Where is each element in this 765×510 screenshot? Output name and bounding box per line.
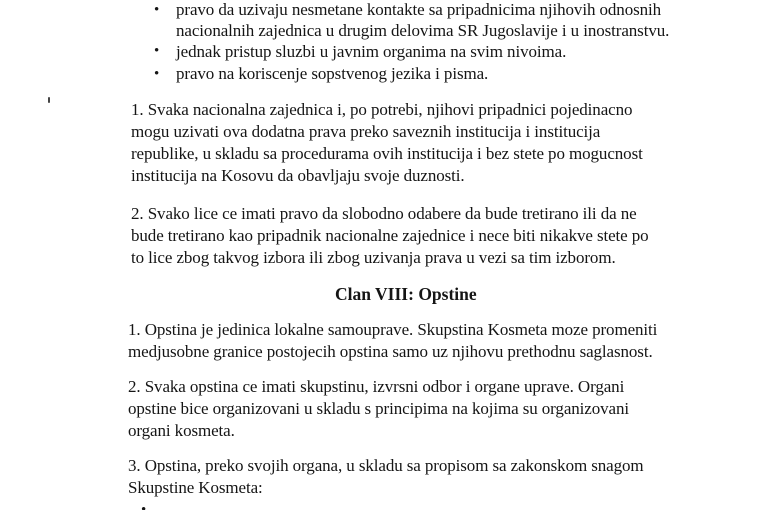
paragraph-line: organi kosmeta. <box>128 421 235 440</box>
paragraph-line: 2. Svako lice ce imati pravo da slobodno odabere da bude tretirano ili da ne <box>131 204 637 223</box>
paragraph-line: 3. Opstina, preko svojih organa, u skladu sa propisom sa zakonskom snagom <box>128 456 644 475</box>
paragraph-line: 2. Svaka opstina ce imati skupstinu, izvrsni odbor i organe uprave. Organi <box>128 377 625 396</box>
paragraph-line: to lice zbog takvog izbora ili zbog uzivanja prava u vezi sa tim izborom. <box>131 248 616 267</box>
bullet-text: pravo na koriscenje sopstvenog jezika i pisma. <box>176 64 489 83</box>
scan-speck <box>48 97 50 103</box>
paragraph-line: 1. Opstina je jedinica lokalne samouprave. Skupstina Kosmeta moze promeniti <box>128 320 658 339</box>
bullet-dot: • <box>154 2 160 18</box>
paragraph-line: 1. Svaka nacionalna zajednica i, po potrebi, njihovi pripadnici pojedinacno <box>131 100 633 119</box>
bullet-dot: • <box>154 43 160 59</box>
paragraph-line: Skupstine Kosmeta: <box>128 478 263 497</box>
bullet-text: pravo da uzivaju nesmetane kontakte sa pripadnicima njihovih odnosnih <box>176 0 662 19</box>
paragraph-line: republike, u skladu sa procedurama ovih institucija i bez stete po mogucnost <box>131 144 643 163</box>
paragraph-line: bude tretirano kao pripadnik nacionalne zajednice i nece biti nikakve stete po <box>131 226 649 245</box>
section-heading: Clan VIII: Opstine <box>335 284 477 304</box>
paragraph-line: mogu uzivati ova dodatna prava preko saveznih institucija i institucija <box>131 122 601 141</box>
paragraph-line: institucija na Kosovu da obavljaju svoje duznosti. <box>131 166 465 185</box>
bullet-dot: • <box>154 66 160 82</box>
paragraph-line: medjusobne granice postojecih opstina samo uz njihovu prethodnu saglasnost. <box>128 342 653 361</box>
paragraph-line: opstine bice organizovani u skladu s principima na kojima su organizovani <box>128 399 630 418</box>
bullet-dot: • <box>141 502 147 510</box>
bullet-text: nacionalnih zajednica u drugim delovima SR Jugoslavije i u inostranstvu. <box>176 21 670 40</box>
bullet-text: jednak pristup sluzbi u javnim organima na svim nivoima. <box>176 42 567 61</box>
